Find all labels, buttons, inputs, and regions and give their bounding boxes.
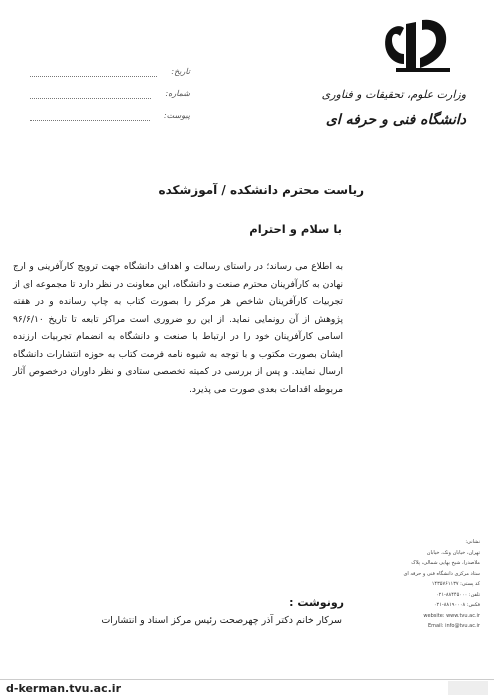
number-field: [30, 82, 190, 104]
contact-line: تهران، خیابان ونک، خیابان: [426, 549, 480, 556]
contact-line: فکس: ۸۸۱۹۰۰۰۸-۰۲۱: [433, 602, 480, 608]
footer-mark: [448, 681, 488, 695]
attachment-label: پیوست:: [163, 110, 190, 120]
date-field: [30, 60, 190, 82]
university-logo-icon: [376, 14, 456, 78]
number-dots: [30, 88, 151, 99]
source-url: d-kerman.tvu.ac.ir: [6, 682, 121, 695]
contact-line: Email: info@tvu.ac.ir: [427, 623, 480, 629]
contact-line: ملاصدرا، شیخ بهایی شمالی، پلاک: [411, 560, 480, 566]
contact-line: ستاد مرکزی دانشگاه فنی و حرفه ای: [403, 570, 480, 577]
contact-line: کد پستی: ۱۴۳۵۷۶۱۱۳۷: [431, 581, 480, 587]
contact-line: نشانی:: [465, 539, 480, 545]
letter-greeting: با سلام و احترام: [249, 222, 342, 236]
date-label: تاریخ:: [171, 66, 190, 76]
attachment-field: [30, 104, 190, 126]
contact-line: تلفن: ۸۸۴۴۵۰۰۰-۰۲۱: [435, 591, 480, 598]
letter-recipient: ریاست محترم دانشکده / آموزشکده: [158, 183, 364, 197]
letter-body: به اطلاع می رساند؛ در راستای رسالت و اهداف دانشگاه جهت ترویج کارآفرینی و ارج نهادن به کارآفرینان محترم صنعت و دانشگاه، این معاونت در نظر دارد تا مجموعه ای از تجربیات کارآفرینان شاخص هر مرکز را بصورت کتاب به چاپ رسانده و در هفته پژوهش از آن رونمایی نماید. از این رو ضروری است مراکز تابعه تا تاریخ ۹۶/۶/۱۰ اسامی کارآفرینان خود را در ارتباط با صنعت و دانشگاه به انضمام تجربیات ارزنده ایشان بصورت مکتوب و با توجه به شیوه نامه فرمت کتاب به حوزه انتشارات دانشگاه ارسال نمایند. و پس از بررسی در کمیته تخصصی ستادی و نظر داوران درخصوص آثار مربوطه اقدامات بعدی صورت می پذیرد.: [13, 261, 343, 395]
contact-sidebar: [355, 537, 480, 632]
number-label: شماره:: [165, 88, 190, 98]
cc-recipient: سرکار خانم دکتر آذر چهرصحت رئیس مرکز اسناد و انتشارات: [101, 615, 342, 626]
university-name: دانشگاه فنی و حرفه ای: [325, 112, 466, 128]
watermark-footer: [0, 679, 494, 698]
cc-title: رونوشت :: [289, 596, 344, 609]
letter-meta-fields: [30, 60, 190, 126]
attachment-dots: [30, 110, 150, 121]
contact-line: website: www.tvu.ac.ir: [423, 612, 480, 619]
date-dots: [30, 66, 157, 77]
ministry-name: وزارت علوم، تحقیقات و فناوری: [321, 88, 466, 101]
